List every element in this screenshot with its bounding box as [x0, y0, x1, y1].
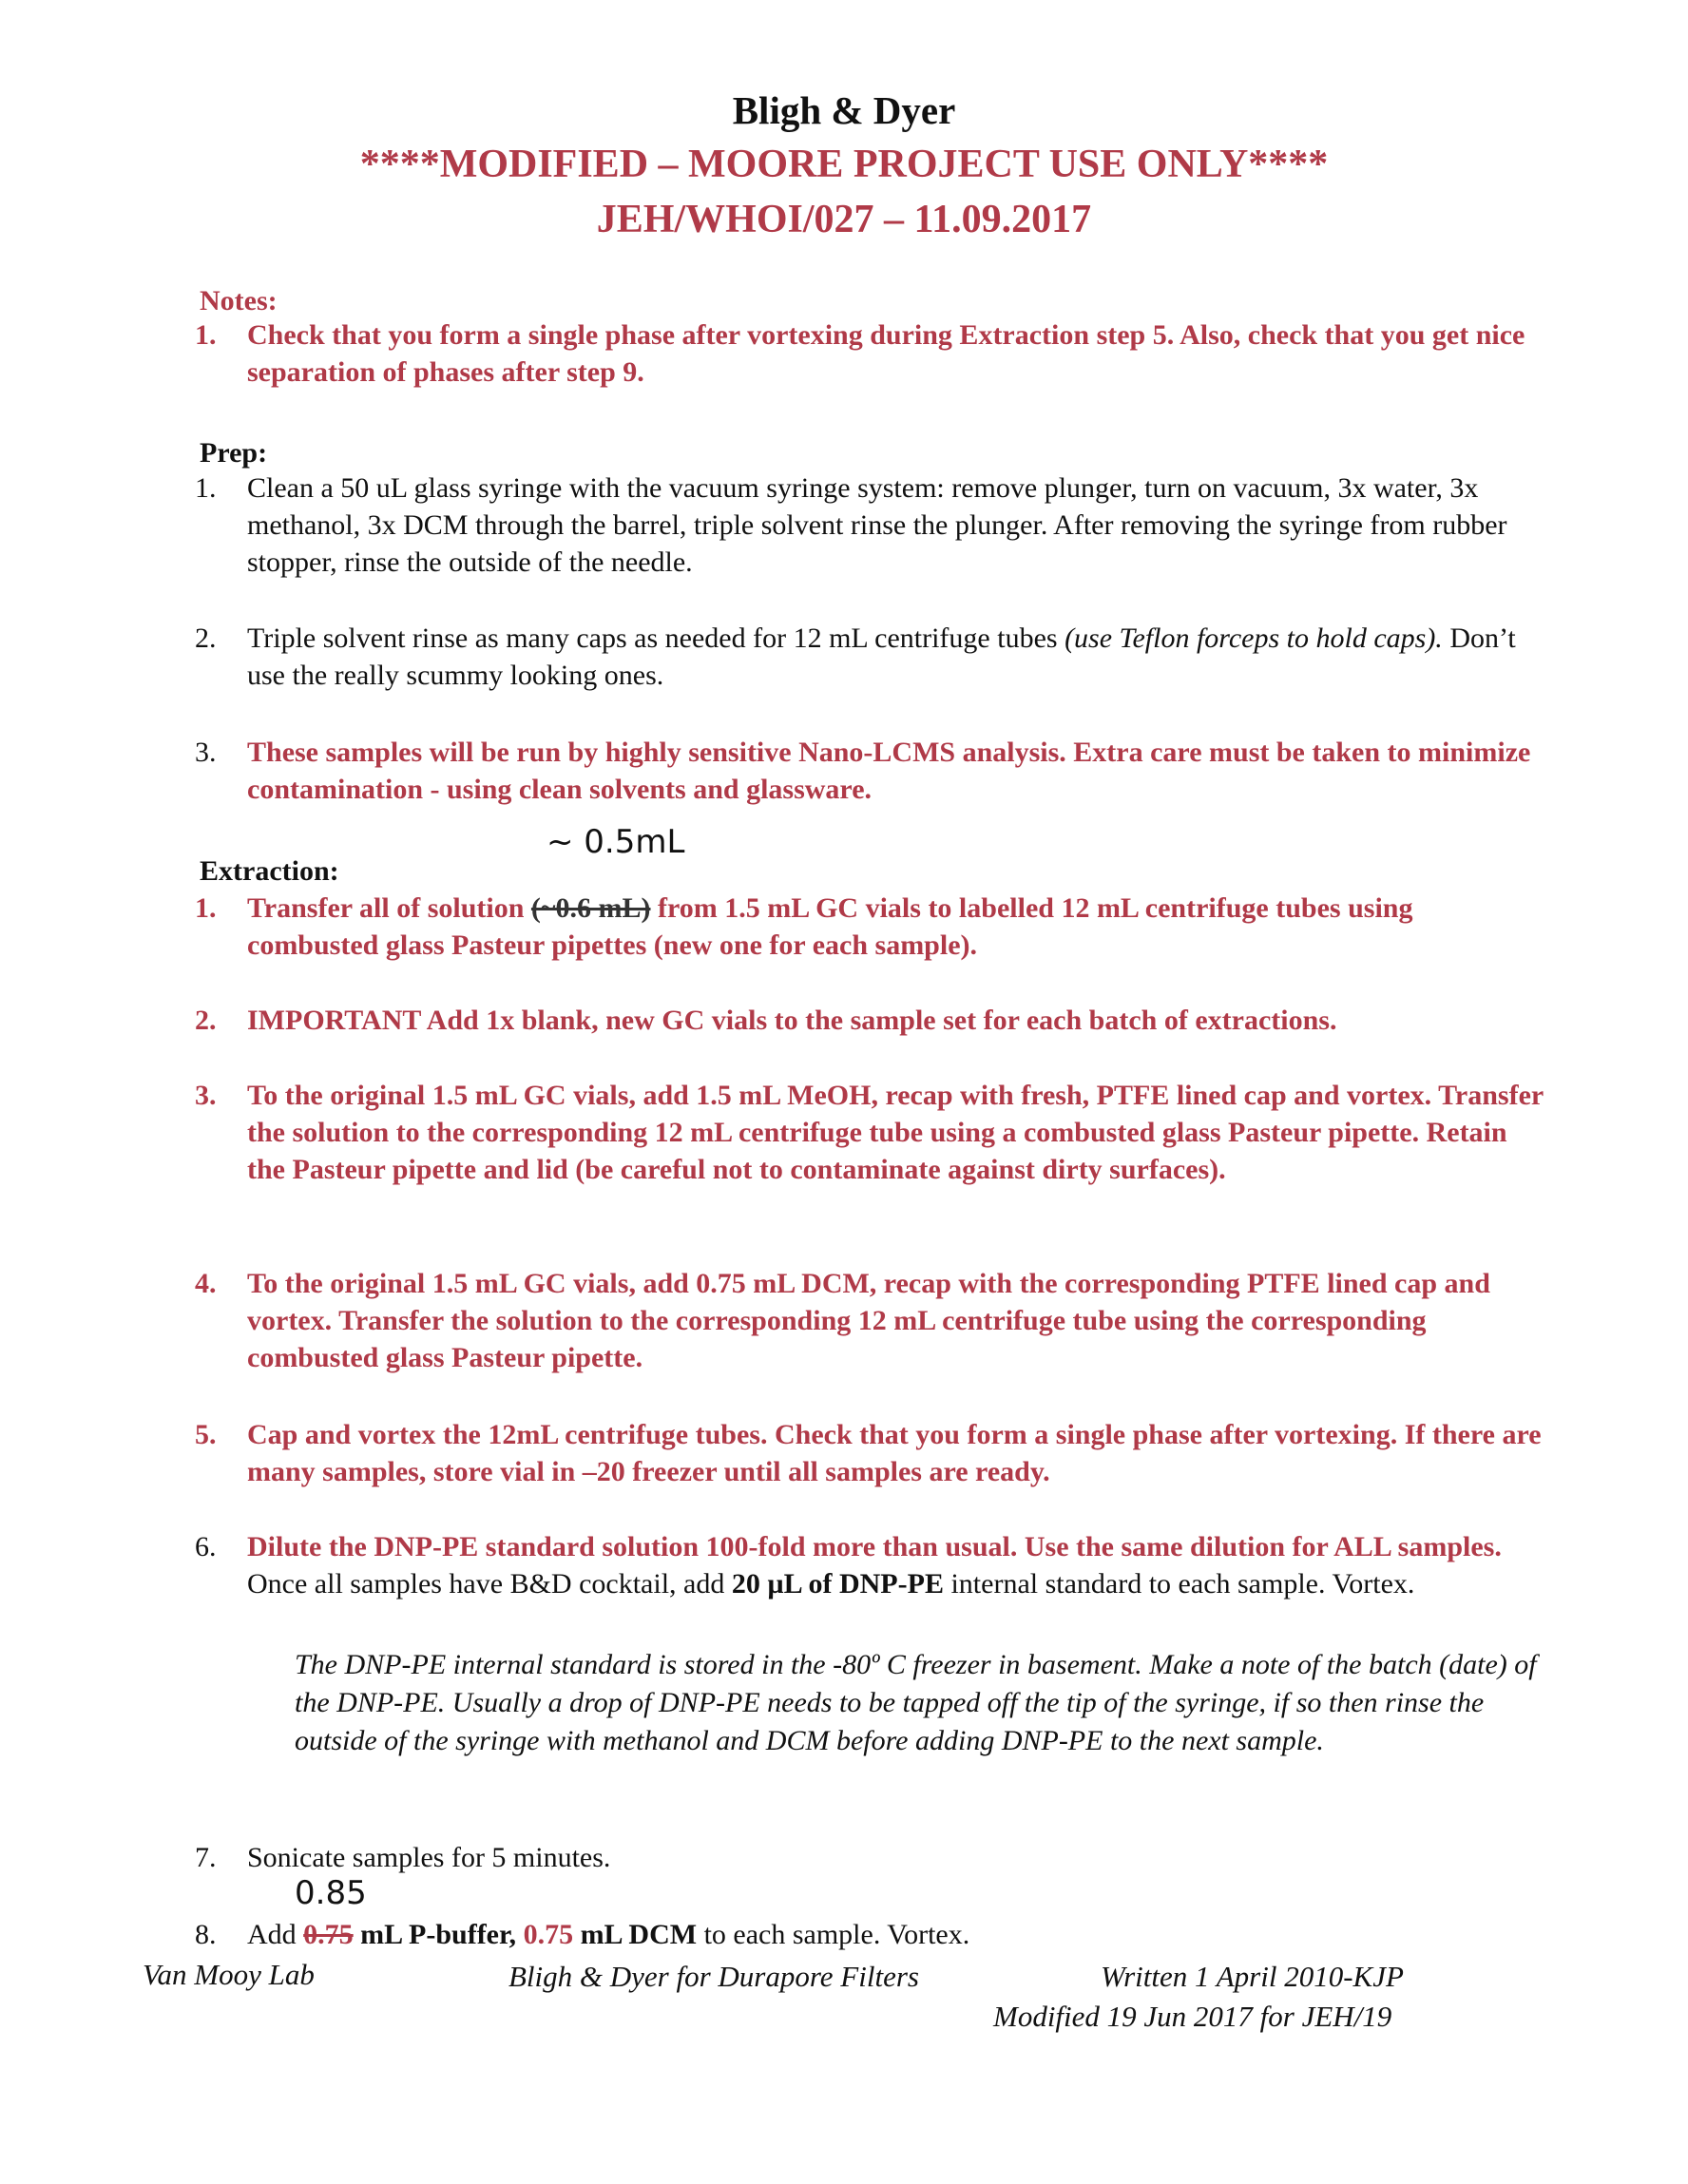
p-buffer-label: mL P-buffer, — [353, 1919, 517, 1950]
extraction-item-text: IMPORTANT Add 1x blank, new GC vials to the sample set for each batch of extractions. — [247, 1005, 1337, 1036]
extraction-item-2 — [195, 1002, 1544, 1039]
extraction-item-text: To the original 1.5 mL GC vials, add 0.75 mL DCM, recap with the corresponding PTFE lined cap and vortex. Transfer the solution to the corresponding 12 mL centrifuge tube using the corresponding combusted glass Pasteur pipette. — [247, 1268, 1490, 1373]
prep-item-1 — [195, 469, 1544, 581]
handwritten-volume-note: ~ 0.5mL — [547, 823, 685, 861]
prep-heading: Prep: — [200, 437, 268, 469]
extraction-item-8-text-a: Add — [247, 1919, 304, 1950]
footer-lab: Van Mooy Lab — [143, 1958, 315, 1991]
prep-item-2-text-b: Don’t use the really scummy looking ones. — [247, 623, 1516, 691]
prep-item-number: 1. — [195, 472, 217, 504]
extraction-item-6-text-b: internal standard to each sample. Vortex. — [943, 1568, 1415, 1600]
prep-item-text: These samples will be run by highly sensitive Nano-LCMS analysis. Extra care must be taken to minimize contamination - using clean solvents and glassware. — [247, 737, 1531, 805]
prep-item-2 — [195, 620, 1544, 694]
prep-item-text: Clean a 50 uL glass syringe with the vacuum syringe system: remove plunger, turn on vacuum, 3x water, 3x methanol, 3x DCM through the barrel, triple solvent rinse the plunger. After removing the syringe from rubber stopper, rinse the outside of the needle. — [247, 472, 1507, 578]
extraction-item-number: 3. — [195, 1080, 217, 1111]
extraction-item-number: 7. — [195, 1842, 217, 1873]
extraction-heading: Extraction: — [200, 855, 339, 887]
footer-written: Written 1 April 2010-KJP — [1101, 1960, 1404, 1993]
notes-heading: Notes: — [200, 285, 278, 316]
extraction-item-number: 8. — [195, 1919, 217, 1950]
footer-modified: Modified 19 Jun 2017 for JEH/19 — [993, 2000, 1392, 2033]
notes-item-1 — [195, 316, 1544, 391]
extraction-item-text: Cap and vortex the 12mL centrifuge tubes. Check that you form a single phase after vortexing. If there are many samples, store vial in –20 freezer until all samples are ready. — [247, 1419, 1542, 1487]
extraction-item-1 — [195, 890, 1544, 964]
dcm-label: mL DCM — [573, 1919, 698, 1950]
extraction-item-number: 2. — [195, 1005, 217, 1036]
extraction-item-8-text-b: to each sample. Vortex. — [697, 1919, 970, 1950]
extraction-item-text — [247, 1528, 1544, 1602]
extraction-item-text — [247, 890, 1544, 964]
extraction-item-1-text-a: Transfer all of solution — [247, 892, 531, 924]
extraction-item-7 — [195, 1839, 1544, 1876]
prep-item-2-italic: (use Teflon forceps to hold caps). — [1065, 623, 1443, 654]
extraction-item-number: 4. — [195, 1268, 217, 1299]
dcm-amount: 0.75 — [516, 1919, 574, 1950]
notes-item-number: 1. — [195, 319, 217, 351]
extraction-item-6-red-text: Dilute the DNP-PE standard solution 100-fold more than usual. Use the same dilution for ALL samples. — [247, 1531, 1502, 1562]
dnp-pe-note: The DNP-PE internal standard is stored in the -80º C freezer in basement. Make a note of the batch (date) of the DNP-PE. Usually a drop of DNP-PE needs to be tapped off the tip of the syringe, if so then rinse the outside of the syringe with methanol and DCM before adding DNP-PE to the next sample. — [295, 1649, 1537, 1756]
extraction-item-number: 5. — [195, 1419, 217, 1450]
dnp-pe-amount: 20 µL of DNP-PE — [731, 1568, 944, 1600]
document-subtitle: ****MODIFIED – MOORE PROJECT USE ONLY**** — [359, 143, 1329, 186]
extraction-item-1-text-b: from 1.5 mL GC vials to labelled 12 mL centrifuge tubes using combusted glass Pasteur pipettes (new one for each sample). — [247, 892, 1413, 961]
extraction-item-8 — [195, 1916, 1544, 1953]
document-title: Bligh & Dyer — [732, 88, 956, 132]
extraction-item-4 — [195, 1265, 1544, 1376]
notes-item-text: Check that you form a single phase after vortexing during Extraction step 5. Also, check that you get nice separation of phases after step 9. — [247, 319, 1525, 388]
handwritten-buffer-note: 0.85 — [295, 1874, 367, 1912]
extraction-item-5 — [195, 1416, 1544, 1490]
extraction-item-text: Sonicate samples for 5 minutes. — [247, 1842, 611, 1873]
extraction-item-number: 1. — [195, 892, 217, 924]
prep-item-3 — [195, 734, 1544, 808]
extraction-item-6 — [195, 1528, 1544, 1602]
prep-item-text — [247, 620, 1544, 694]
struck-buffer-volume: 0.75 — [303, 1919, 354, 1950]
extraction-item-6-text-a: Once all samples have B&D cocktail, add — [247, 1568, 732, 1600]
prep-item-2-text-a: Triple solvent rinse as many caps as needed for 12 mL centrifuge tubes — [247, 623, 1065, 654]
prep-item-number: 2. — [195, 623, 217, 654]
extraction-item-text: To the original 1.5 mL GC vials, add 1.5 mL MeOH, recap with fresh, PTFE lined cap and vortex. Transfer the solution to the corresponding 12 mL centrifuge tube using a combusted glass Pasteur pipette. Retain the Pasteur pipette and lid (be careful not to contaminate against dirty surfaces). — [247, 1080, 1544, 1185]
extraction-item-text — [247, 1916, 1544, 1953]
extraction-item-3 — [195, 1077, 1544, 1188]
document-id: JEH/WHOI/027 – 11.09.2017 — [596, 198, 1092, 241]
prep-item-number: 3. — [195, 737, 217, 768]
footer-document: Bligh & Dyer for Durapore Filters — [508, 1960, 919, 1993]
extraction-item-number: 6. — [195, 1531, 217, 1562]
document-header — [0, 84, 1688, 247]
struck-volume: (~0.6 mL) — [530, 892, 651, 924]
